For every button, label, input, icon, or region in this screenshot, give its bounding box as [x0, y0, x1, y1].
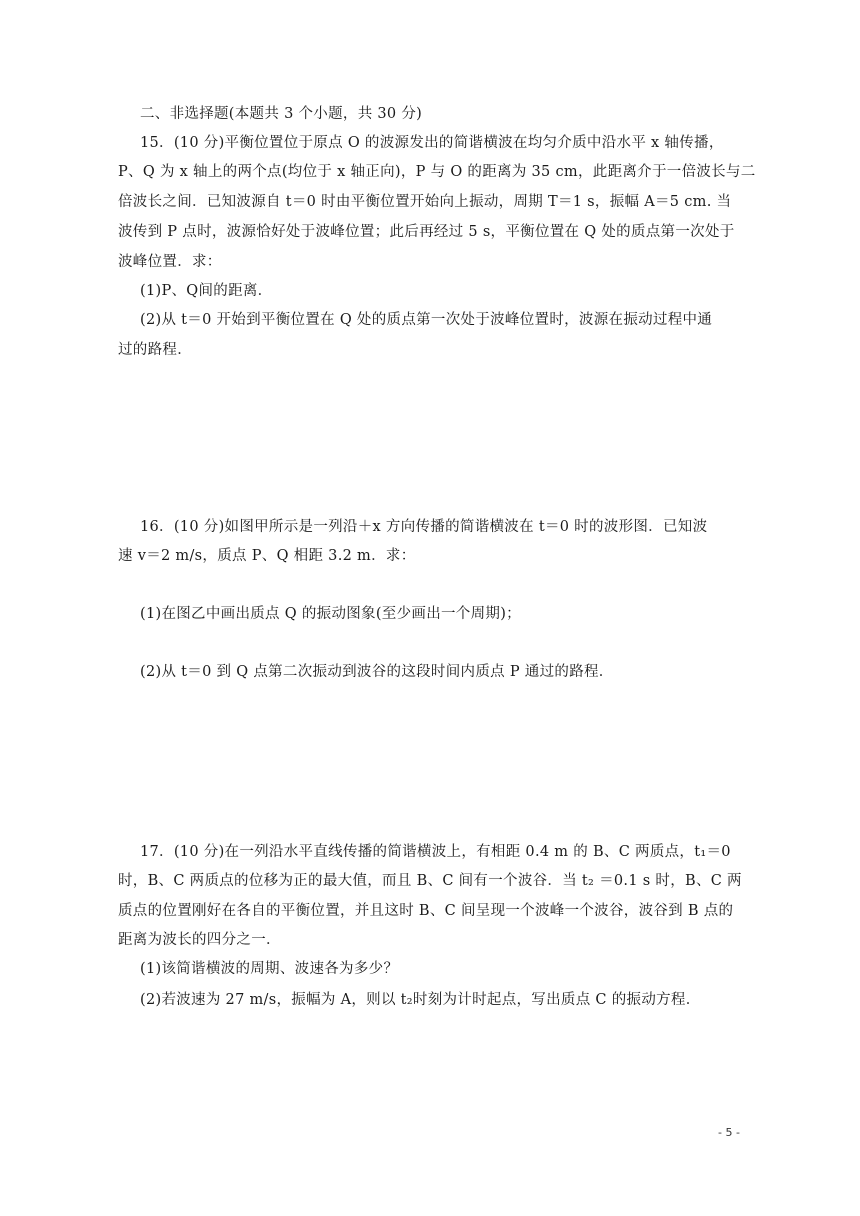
q15-line-3: 倍波长之间．已知波源自 t＝0 时由平衡位置开始向上振动，周期 T＝1 s，振幅 A＝5 cm. 当 [118, 194, 732, 210]
q17-line-1: 17．(10 分)在一列沿水平直线传播的简谐横波上，有相距 0.4 m 的 B、C 两质点，t₁＝0 [140, 844, 731, 860]
q17-line-4: 距离为波长的四分之一． [118, 932, 281, 948]
q16-line-1: 16．(10 分)如图甲所示是一列沿＋x 方向传播的简谐横波在 t＝0 时的波形图．已知波 [140, 519, 708, 535]
q15-sub2-line-2: 过的路程． [118, 342, 192, 358]
q17-line-3: 质点的位置刚好在各自的平衡位置，并且这时 B、C 间呈现一个波峰一个波谷，波谷到 B 点的 [118, 903, 734, 919]
q15-line-5: 波峰位置．求： [118, 254, 222, 270]
q17-line-2: 时，B、C 两质点的位移为正的最大值，而且 B、C 间有一个波谷．当 t₂ ＝0.1 s 时，B、C 两 [118, 873, 742, 889]
q17-sub2: (2)若波速为 27 m/s，振幅为 A，则以 t₂时刻为计时起点，写出质点 C 的振动方程． [140, 992, 701, 1008]
page-number: - 5 - [718, 1126, 740, 1139]
q16-line-2: 速 v＝2 m/s，质点 P、Q 相距 3.2 m．求： [118, 548, 416, 564]
q15-line-1: 15．(10 分)平衡位置位于原点 O 的波源发出的简谐横波在均匀介质中沿水平 x 轴传播， [140, 135, 724, 151]
q16-sub1: (1)在图乙中画出质点 Q 的振动图象(至少画出一个周期)； [140, 606, 521, 622]
q15-line-2: P、Q 为 x 轴上的两个点(均位于 x 轴正向)，P 与 O 的距离为 35 cm，此距离介于一倍波长与二 [118, 164, 756, 180]
section-title: 二、非选择题(本题共 3 个小题，共 30 分) [140, 106, 423, 122]
q17-sub1: (1)该简谐横波的周期、波速各为多少？ [140, 961, 399, 977]
q15-sub2-line-1: (2)从 t＝0 开始到平衡位置在 Q 处的质点第一次处于波峰位置时，波源在振动过程中通 [140, 312, 713, 328]
q15-line-4: 波传到 P 点时，波源恰好处于波峰位置；此后再经过 5 s，平衡位置在 Q 处的质点第一次处于 [118, 224, 735, 240]
q16-sub2: (2)从 t＝0 到 Q 点第二次振动到波谷的这段时间内质点 P 通过的路程． [140, 664, 614, 680]
q15-sub1: (1)P、Q间的距离． [140, 283, 273, 299]
